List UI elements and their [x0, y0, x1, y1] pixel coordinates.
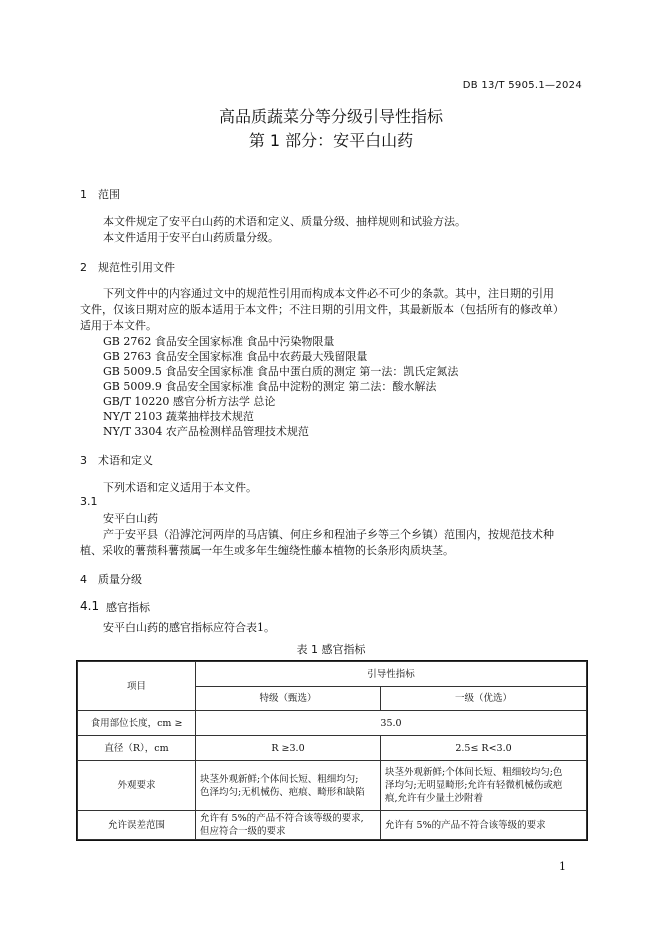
subsection-title: 感官指标 — [106, 601, 150, 614]
section-title: 范围 — [98, 188, 120, 201]
table-cell-value — [196, 811, 381, 840]
table-header-item: 项目 — [78, 662, 196, 711]
cell-line: 色泽均匀;无机械伤、疤痕、畸形和缺陷 — [200, 786, 365, 798]
section-2-heading — [80, 259, 175, 275]
document-title: 高品质蔬菜分等分级引导性指标 — [218, 107, 443, 126]
term-definition-line: 植、采收的薯蓣科薯蓣属一年生或多年生缠绕性藤本植物的长条形肉质块茎。 — [80, 544, 454, 557]
table-row — [78, 761, 587, 811]
section-number: 1 — [80, 188, 87, 201]
cell-line: 块茎外观新鲜;个体间长短、粗细较均匀;色 — [385, 767, 563, 778]
table-header-grade-first: 一级（优选） — [381, 687, 587, 711]
term-name: 安平白山药 — [103, 512, 158, 525]
table-header-grade-special: 特级（甄选） — [196, 687, 381, 711]
section-number: 4 — [80, 573, 87, 586]
section-title: 规范性引用文件 — [98, 261, 175, 274]
paragraph-line: 适用于本文件。 — [80, 319, 157, 332]
section-1-heading — [80, 186, 120, 202]
table-cell-item: 直径（R），cm — [78, 736, 196, 761]
term-definition-line: 产于安平县（沿滹沱河两岸的马店镇、何庄乡和程油子乡等三个乡镇）范围内，按规范技术种 — [103, 528, 554, 541]
table-cell-value — [381, 761, 587, 811]
reference-item: GB 5009.5 食品安全国家标准 食品中蛋白质的测定 第一法：凯氏定氮法 — [103, 365, 459, 378]
paragraph-line: 文件，仅该日期对应的版本适用于本文件；不注日期的引用文件，其最新版本（包括所有的修改单） — [80, 303, 564, 316]
reference-item: NY/T 3304 农产品检测样品管理技术规范 — [103, 425, 309, 438]
section-number: 2 — [80, 261, 87, 274]
section-3-heading — [80, 452, 153, 468]
cell-line: 痕,允许有少量土沙附着 — [385, 793, 484, 804]
table-cell-value — [196, 761, 381, 811]
term-number: 3.1 — [80, 495, 98, 508]
cell-line: 泽均匀;无明显畸形;允许有轻微机械伤或疤 — [385, 780, 563, 791]
table-row — [78, 811, 587, 840]
reference-item: NY/T 2103 蔬菜抽样技术规范 — [103, 410, 254, 423]
table-cell-item: 外观要求 — [78, 761, 196, 811]
paragraph: 本文件规定了安平白山药的术语和定义、质量分级、抽样规则和试验方法。 — [103, 215, 466, 228]
page-number: 1 — [559, 860, 566, 873]
document-part-title: 第 1 部分：安平白山药 — [248, 131, 414, 150]
paragraph-line: 下列文件中的内容通过文中的规范性引用而构成本文件必不可少的条款。其中，注日期的引用 — [103, 287, 554, 300]
table-cell-item: 允许误差范围 — [78, 811, 196, 840]
reference-item: GB 2762 食品安全国家标准 食品中污染物限量 — [103, 335, 335, 348]
reference-item: GB/T 10220 感官分析方法学 总论 — [103, 395, 276, 408]
section-4-heading — [80, 571, 142, 587]
sensory-index-table — [77, 661, 587, 840]
paragraph: 本文件适用于安平白山药质量分级。 — [103, 231, 279, 244]
table-cell-item: 食用部位长度，cm ≥ — [78, 711, 196, 736]
section-title: 质量分级 — [98, 573, 142, 586]
table-caption: 表 1 感官指标 — [296, 643, 366, 656]
paragraph: 下列术语和定义适用于本文件。 — [103, 481, 257, 494]
table-row — [78, 711, 587, 736]
cell-line: 允许有 5%的产品不符合该等级的要求, — [200, 813, 364, 824]
section-title: 术语和定义 — [98, 454, 153, 467]
cell-line: 但应符合一级的要求 — [200, 826, 286, 837]
table-cell-value: 35.0 — [196, 711, 587, 736]
table-row — [78, 736, 587, 761]
table-cell-value: 2.5≤ R<3.0 — [381, 736, 587, 761]
cell-line: 块茎外观新鲜;个体间长短、粗细均匀; — [200, 773, 359, 785]
subsection-number: 4.1 — [80, 599, 100, 613]
section-number: 3 — [80, 454, 87, 467]
reference-item: GB 5009.9 食品安全国家标准 食品中淀粉的测定 第二法：酸水解法 — [103, 380, 437, 393]
table-cell-value: 允许有 5%的产品不符合该等级的要求 — [381, 811, 587, 840]
document-number: DB 13/T 5905.1—2024 — [462, 80, 582, 91]
paragraph: 安平白山药的感官指标应符合表1。 — [103, 621, 275, 634]
table-header-group: 引导性指标 — [196, 662, 587, 687]
table-cell-value: R ≥3.0 — [196, 736, 381, 761]
reference-item: GB 2763 食品安全国家标准 食品中农药最大残留限量 — [103, 350, 368, 363]
